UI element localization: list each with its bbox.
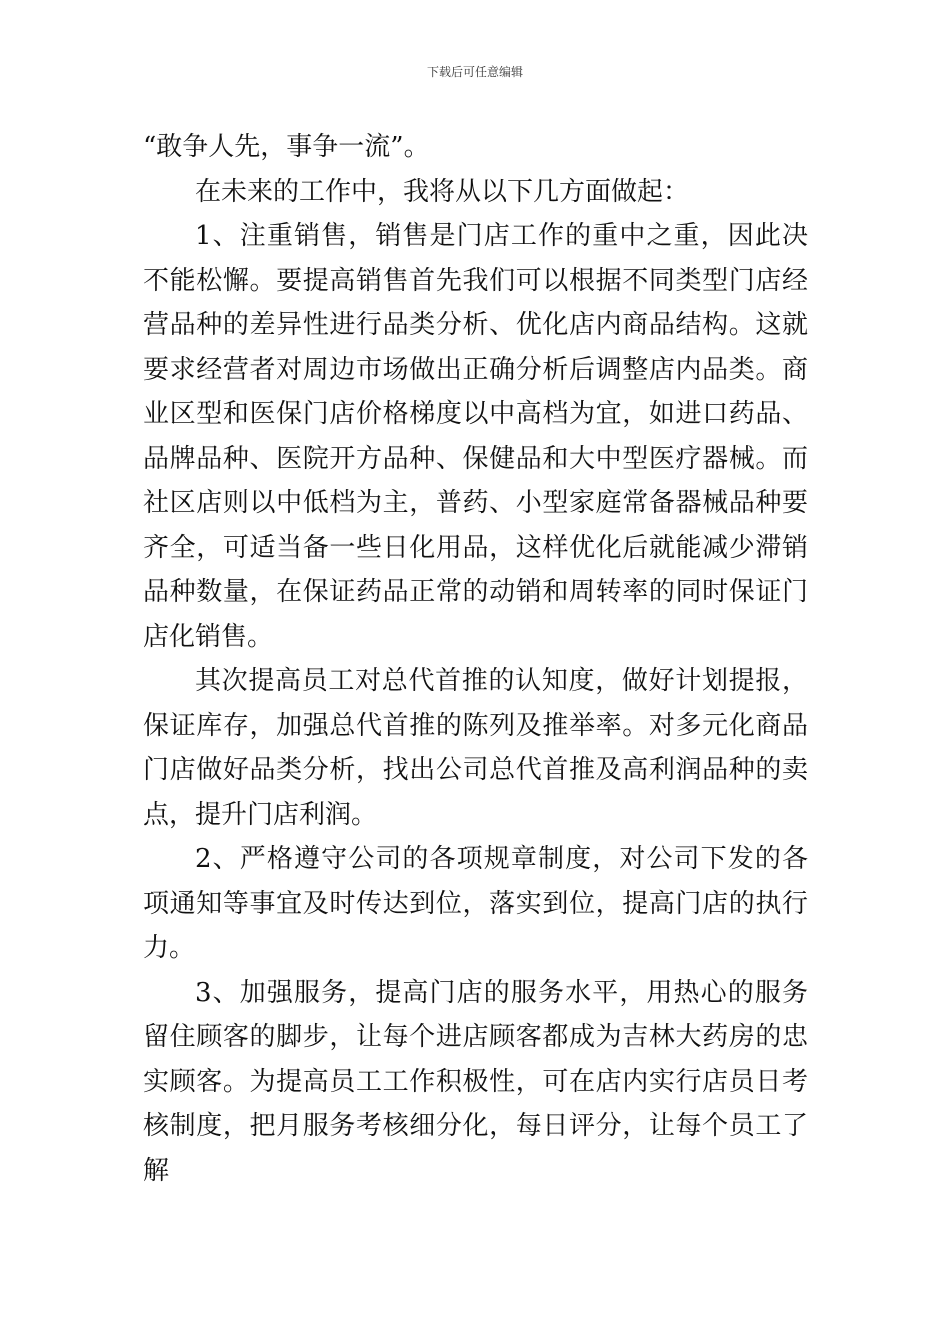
paragraph-1: “敢争人先，事争一流”。	[143, 132, 430, 162]
paragraph-2: 在未来的工作中，我将从以下几方面做起：	[195, 176, 690, 207]
paragraph-5: 2、严格遵守公司的各项规章制度，对公司下发的各项通知等事宜及时传达到位，落实到位，提高门店的执行力。	[143, 844, 808, 963]
paragraph-6: 3、加强服务，提高门店的服务水平，用热心的服务留住顾客的脚步，让每个进店顾客都成为吉林大药房的忠实顾客。为提高员工工作积极性，可在店内实行店员日考核制度，把月服务考核细分化，每日评分，让每个员工了解	[143, 977, 808, 1186]
paragraph-4: 其次提高员工对总代首推的认知度，做好计划提报，保证库存，加强总代首推的陈列及推举率。对多元化商品门店做好品类分析，找出公司总代首推及高利润品种的卖点，提升门店利润。	[143, 666, 808, 830]
document-body	[143, 125, 808, 1193]
paragraph-3: 1、注重销售，销售是门店工作的重中之重，因此决不能松懈。要提高销售首先我们可以根据不同类型门店经营品种的差异性进行品类分析、优化店内商品结构。这就要求经营者对周边市场做出正确分析后调整店内品类。商业区型和医保门店价格梯度以中高档为宜，如进口药品、品牌品种、医院开方品种、保健品和大中型医疗器械。而社区店则以中低档为主，普药、小型家庭常备器械品种要齐全，可适当备一些日化用品，这样优化后就能减少滞销品种数量，在保证药品正常的动销和周转率的同时保证门店化销售。	[143, 221, 808, 652]
page-header: 下载后可任意编辑	[426, 65, 523, 79]
